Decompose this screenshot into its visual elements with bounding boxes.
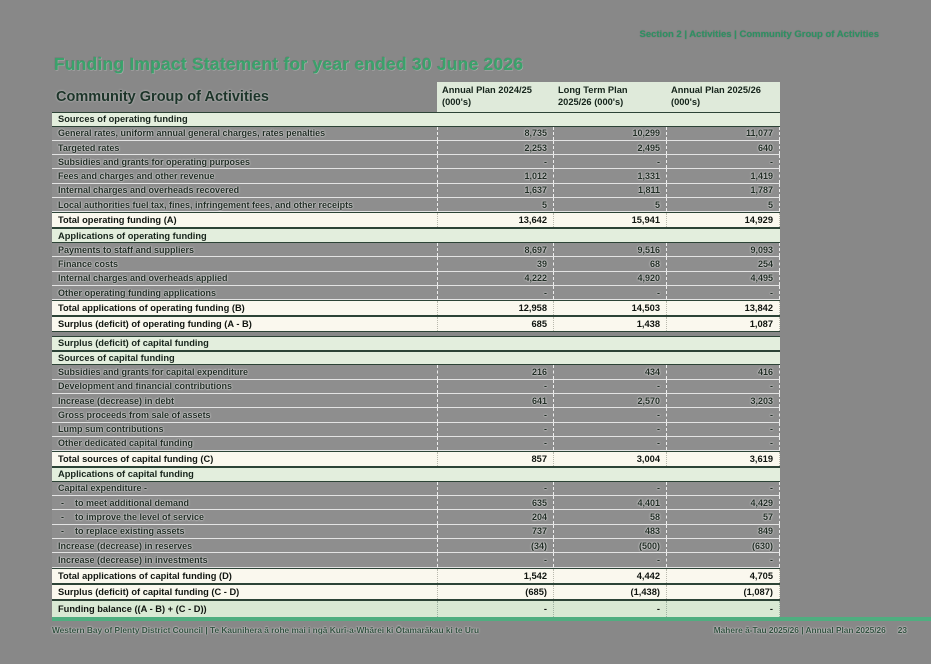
value-cell: - (437, 482, 553, 495)
value-cell: - (437, 286, 553, 299)
value-cell: 4,401 (553, 496, 666, 509)
value-cell: 11,077 (666, 127, 780, 140)
value-cell: 640 (666, 141, 780, 154)
table-row (52, 553, 780, 567)
row-label: Sources of capital funding (58, 353, 175, 364)
value-cell: 12,958 (437, 301, 553, 315)
column-headers (437, 82, 780, 112)
row-label: Surplus (deficit) of capital funding (58, 338, 209, 349)
funding-impact-table (52, 82, 780, 621)
value-cell: - (553, 601, 666, 617)
section-header-row (52, 336, 780, 351)
value-cell: - (666, 482, 780, 495)
row-label: Subsidies and grants for operating purposes (58, 156, 251, 167)
row-label: Local authorities fuel tax, fines, infringement fees, and other receipts (58, 199, 354, 210)
table-row (52, 482, 780, 496)
table-row (52, 380, 780, 394)
value-cell: 58 (553, 510, 666, 523)
value-cell: - (553, 482, 666, 495)
table-row (52, 198, 780, 212)
value-cell: 1,419 (666, 169, 780, 182)
table-row (52, 286, 780, 300)
value-cell: 857 (437, 452, 553, 466)
column-header-annual-plan-2025-26: Annual Plan 2025/26 (000's) (671, 85, 761, 107)
row-label: Capital expenditure - (58, 483, 148, 494)
table-row (52, 300, 780, 316)
value-cell: 9,516 (553, 243, 666, 256)
value-cell: 1,087 (666, 317, 780, 331)
value-cell: - (666, 601, 780, 617)
value-cell: 2,495 (553, 141, 666, 154)
table-row (52, 141, 780, 155)
value-cell: - (666, 408, 780, 421)
value-cell: - (437, 155, 553, 168)
value-cell: 1,637 (437, 184, 553, 197)
row-label: - to meet additional demand (52, 496, 437, 509)
bottom-accent-rule (52, 617, 931, 621)
value-cell: - (666, 437, 780, 450)
value-cell: 685 (437, 317, 553, 331)
table-row (52, 568, 780, 584)
value-cell: - (553, 408, 666, 421)
table-row (52, 272, 780, 286)
row-label: Gross proceeds from sale of assets (58, 409, 211, 420)
row-label: Applications of operating funding (58, 230, 207, 241)
value-cell: 15,941 (553, 213, 666, 227)
value-cell: 13,642 (437, 213, 553, 227)
value-cell: 635 (437, 496, 553, 509)
row-label: Total applications of operating funding (B) (58, 303, 245, 314)
row-label: Other dedicated capital funding (58, 438, 194, 449)
row-label: Development and financial contributions (58, 381, 233, 392)
value-cell: 5 (666, 198, 780, 211)
row-label: Payments to staff and suppliers (58, 244, 195, 255)
value-cell: - (553, 553, 666, 566)
value-cell: 434 (553, 365, 666, 378)
table-header-row (52, 82, 780, 112)
value-cell: 1,438 (553, 317, 666, 331)
table-row (52, 451, 780, 467)
section-header-row (52, 351, 780, 366)
row-label: Increase (decrease) in debt (58, 395, 175, 406)
value-cell: 1,787 (666, 184, 780, 197)
table-row (52, 525, 780, 539)
value-cell: 5 (437, 198, 553, 211)
value-cell: 4,705 (666, 569, 780, 583)
group-title: Community Group of Activities (56, 89, 269, 105)
row-label: Applications of capital funding (58, 469, 194, 480)
value-cell: 849 (666, 525, 780, 538)
value-cell: 9,093 (666, 243, 780, 256)
value-cell: 4,429 (666, 496, 780, 509)
column-header-annual-plan-2024-25: Annual Plan 2024/25 (000's) (442, 85, 532, 107)
value-cell: 2,253 (437, 141, 553, 154)
table-row (52, 127, 780, 141)
row-label: Other operating funding applications (58, 287, 217, 298)
value-cell: 1,012 (437, 169, 553, 182)
value-cell: 4,495 (666, 272, 780, 285)
funding-table-body (52, 112, 780, 617)
value-cell: 8,735 (437, 127, 553, 140)
breadcrumb: Section 2 | Activities | Community Group of Activities (639, 29, 879, 40)
table-row (52, 510, 780, 524)
value-cell: - (666, 423, 780, 436)
table-row (52, 316, 780, 332)
table-row (52, 423, 780, 437)
footer-plan-name: Mahere ā-Tau 2025/26 | Annual Plan 2025/26 (713, 625, 886, 635)
value-cell: - (437, 408, 553, 421)
table-row (52, 365, 780, 379)
footer-council-name: Western Bay of Plenty District Council | Te Kaunihera ā rohe mai i ngā Kurī-a-Whārei ki Ōtamarākau ki te Uru (52, 625, 480, 635)
value-cell: 10,299 (553, 127, 666, 140)
row-label: Total operating funding (A) (58, 215, 177, 226)
table-row (52, 169, 780, 183)
indent-bullet: - (61, 526, 64, 537)
value-cell: (1,438) (553, 585, 666, 599)
row-label: Targeted rates (58, 142, 120, 153)
row-label: - to improve the level of service (52, 510, 437, 523)
value-cell: (630) (666, 539, 780, 552)
table-row (52, 437, 780, 451)
value-cell: 5 (553, 198, 666, 211)
table-row (52, 496, 780, 510)
value-cell: 2,570 (553, 394, 666, 407)
row-label: Surplus (deficit) of capital funding (C - D) (58, 586, 240, 597)
value-cell: 4,442 (553, 569, 666, 583)
row-label: General rates, uniform annual general charges, rates penalties (58, 128, 326, 139)
row-label: Fees and charges and other revenue (58, 171, 215, 182)
value-cell: - (437, 553, 553, 566)
value-cell: 4,920 (553, 272, 666, 285)
value-cell: - (437, 437, 553, 450)
table-row (52, 184, 780, 198)
indent-bullet: - (61, 497, 64, 508)
table-row (52, 600, 780, 617)
value-cell: 1,331 (553, 169, 666, 182)
value-cell: 1,811 (553, 184, 666, 197)
table-row (52, 394, 780, 408)
table-row (52, 212, 780, 228)
row-label: Finance costs (58, 258, 119, 269)
table-row (52, 408, 780, 422)
table-row (52, 243, 780, 257)
value-cell: - (666, 155, 780, 168)
value-cell: 641 (437, 394, 553, 407)
value-cell: 14,929 (666, 213, 780, 227)
table-row (52, 155, 780, 169)
section-header-row (52, 228, 780, 243)
value-cell: - (553, 155, 666, 168)
table-row (52, 584, 780, 600)
row-label: Subsidies and grants for capital expenditure (58, 366, 249, 377)
table-row (52, 539, 780, 553)
value-cell: (34) (437, 539, 553, 552)
value-cell: - (437, 423, 553, 436)
value-cell: 4,222 (437, 272, 553, 285)
section-header-row (52, 467, 780, 482)
row-label: - to replace existing assets (52, 525, 437, 538)
value-cell: 13,842 (666, 301, 780, 315)
row-label: Internal charges and overheads recovered (58, 185, 240, 196)
value-cell: (685) (437, 585, 553, 599)
row-label: Funding balance ((A - B) + (C - D)) (58, 603, 207, 614)
value-cell: 14,503 (553, 301, 666, 315)
page-title: Funding Impact Statement for year ended 30 June 2026 (54, 54, 524, 74)
value-cell: - (666, 553, 780, 566)
value-cell: 483 (553, 525, 666, 538)
value-cell: 3,203 (666, 394, 780, 407)
section-header-row (52, 112, 780, 127)
value-cell: 254 (666, 257, 780, 270)
value-cell: - (666, 286, 780, 299)
value-cell: (1,087) (666, 585, 780, 599)
value-cell: 8,697 (437, 243, 553, 256)
value-cell: 39 (437, 257, 553, 270)
value-cell: - (553, 437, 666, 450)
value-cell: 3,619 (666, 452, 780, 466)
row-label: Total sources of capital funding (C) (58, 454, 214, 465)
value-cell: 57 (666, 510, 780, 523)
value-cell: - (437, 380, 553, 393)
footer-page-number: 23 (897, 625, 907, 635)
value-cell: 1,542 (437, 569, 553, 583)
indent-bullet: - (61, 511, 64, 522)
value-cell: - (553, 380, 666, 393)
row-label: Sources of operating funding (58, 114, 188, 125)
row-label: Increase (decrease) in reserves (58, 540, 193, 551)
value-cell: - (553, 423, 666, 436)
value-cell: 737 (437, 525, 553, 538)
row-label: Increase (decrease) in investments (58, 554, 208, 565)
value-cell: 3,004 (553, 452, 666, 466)
column-header-long-term-plan-2025-26: Long Term Plan 2025/26 (000's) (558, 85, 628, 107)
row-label: Internal charges and overheads applied (58, 273, 228, 284)
value-cell: 204 (437, 510, 553, 523)
value-cell: 68 (553, 257, 666, 270)
row-label: Surplus (deficit) of operating funding (A - B) (58, 319, 252, 330)
row-label: Lump sum contributions (58, 424, 164, 435)
value-cell: 216 (437, 365, 553, 378)
page-footer (52, 625, 907, 635)
value-cell: - (437, 601, 553, 617)
value-cell: 416 (666, 365, 780, 378)
row-label: Total applications of capital funding (D) (58, 570, 232, 581)
value-cell: (500) (553, 539, 666, 552)
value-cell: - (666, 380, 780, 393)
value-cell: - (553, 286, 666, 299)
table-row (52, 257, 780, 271)
